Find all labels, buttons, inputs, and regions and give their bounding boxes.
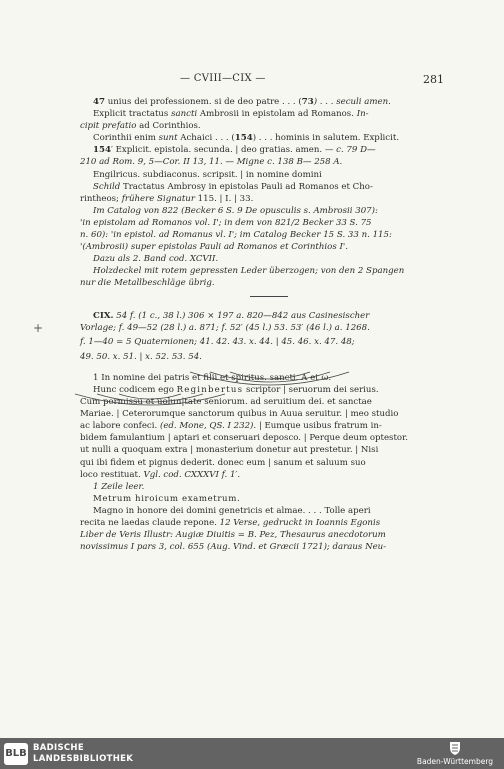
- text-line: Holzdeckel mit rotem gepressten Leder überzogen; von den 2 Spangen: [93, 266, 405, 277]
- text-line: bidem famulantium | aptari et conseruari deposco. | Perque deum optestor.: [80, 433, 408, 444]
- text-line: Vorlage; f. 49—52 (28 l.) a. 871; f. 52′ (45 l.) 53. 53′ (46 l.) a. 1268.: [80, 322, 370, 333]
- blb-logo: BLB: [4, 743, 28, 765]
- text-line: ut nulli a quoquam extra | monasterium donetur aut prestetur. | Nisi: [80, 445, 379, 456]
- running-header: [0, 73, 504, 89]
- text-line: 1 In nomine dei patris et filii et spiritus. sancti. A et ω.: [93, 372, 332, 383]
- coat-of-arms-icon: [447, 740, 463, 756]
- text-line: Hunc codicem ego Reginbertus scriptor | seruorum dei serius.: [93, 384, 379, 395]
- state-crest: Baden-Württemberg: [412, 740, 498, 766]
- text-line: Schild Tractatus Ambrosy in epistolas Pauli ad Romanos et Cho-: [93, 181, 373, 192]
- header-section-range: — CVIII—CIX —: [180, 73, 266, 84]
- text-line: Engilricus. subdiaconus. scripsit. | in nomine domini: [93, 169, 322, 180]
- text-line: Metrum hiroicum exametrum.: [93, 493, 241, 504]
- text-line: n. 60): 'in epistol. ad Romanus vl. I'; im Catalog Becker 15 S. 33 n. 115:: [80, 230, 392, 241]
- text-line: Cum permissu et uolun|tate seniorum. ad seruitium dei. et sanctae: [80, 397, 372, 408]
- text-line: cipit prefatio ad Corinthios.: [80, 121, 201, 132]
- text-line: Corinthii enim sunt Achaici . . . (154) . . . hominis in salutem. Explicit.: [93, 133, 400, 144]
- text-line: 1 Zeile leer.: [93, 481, 145, 492]
- quire-arc-diagram: [75, 358, 435, 408]
- text-line: 'in epistolam ad Romanos vol. I'; in dem von 821/2 Becker 33 S. 75: [80, 217, 372, 228]
- text-line: Im Catalog von 822 (Becker 6 S. 9 De opusculis s. Ambrosii 307):: [93, 205, 378, 216]
- main-text: [80, 96, 445, 553]
- text-line: loco restituat. Vgl. cod. CXXXVI f. 1′.: [80, 469, 241, 480]
- text-line: CIX. 54 f. (1 c., 38 l.) 306 × 197 a. 820—842 aus Casinesischer: [93, 310, 370, 321]
- text-line: 47 unius dei professionem. si de deo patre . . . (73) . . . seculi amen.: [93, 97, 391, 107]
- text-line: Dazu als 2. Band cod. XCVII.: [93, 254, 219, 265]
- text-line: Mariae. | Ceterorumque sanctorum quibus in Auua seruitur. | meo studio: [80, 409, 399, 420]
- text-line: qui ibi fidem et pignus dederit. donec eum | sanum et saluum suo: [80, 457, 366, 468]
- text-line: 49. 50. x. 51. | x. 52. 53. 54.: [80, 351, 202, 362]
- text-line: f. 1—40 = 5 Quaternionen; 41. 42. 43. x. 44. | 45. 46. x. 47. 48;: [80, 336, 355, 347]
- margin-plus-mark: +: [33, 321, 44, 335]
- text-line: rintheos; frühere Signatur 115. | I. | 33.: [80, 193, 254, 204]
- text-line: Liber de Veris Illustr: Augiæ Diuitis = B. Pez, Thesaurus anecdotorum: [80, 530, 386, 541]
- text-line: Magno in honore dei domini genetricis et almae. . . . Tolle aperi: [93, 505, 371, 516]
- library-footer-bar: [0, 738, 504, 769]
- library-name: BADISCHE LANDESBIBLIOTHEK: [33, 743, 134, 764]
- text-line: '(Ambrosii) super epistolas Pauli ad Romanos et Corinthios I'.: [80, 242, 348, 253]
- text-line: 210 ad Rom. 9, 5—Cor. II 13, 11. — Migne c. 138 B— 258 A.: [80, 157, 343, 168]
- text-line: 154′ Explicit. epistola. secunda. | deo gratias. amen. — c. 79 D—: [93, 145, 376, 156]
- page-number: 281: [423, 73, 444, 86]
- text-line: ac labore confeci. (ed. Mone, QS. I 232). | Eumque usibus fratrum in-: [80, 421, 382, 432]
- text-line: nur die Metallbeschläge übrig.: [80, 278, 215, 289]
- text-line: Explicit tractatus sancti Ambrosii in epistolam ad Romanos. In-: [93, 109, 369, 120]
- text-line: novissimus I pars 3, col. 655 (Aug. Vind. et Græcii 1721); daraus Neu-: [80, 542, 387, 553]
- text-line: recita ne laedas claude repone. 12 Verse, gedruckt in Ioannis Egonis: [80, 518, 381, 528]
